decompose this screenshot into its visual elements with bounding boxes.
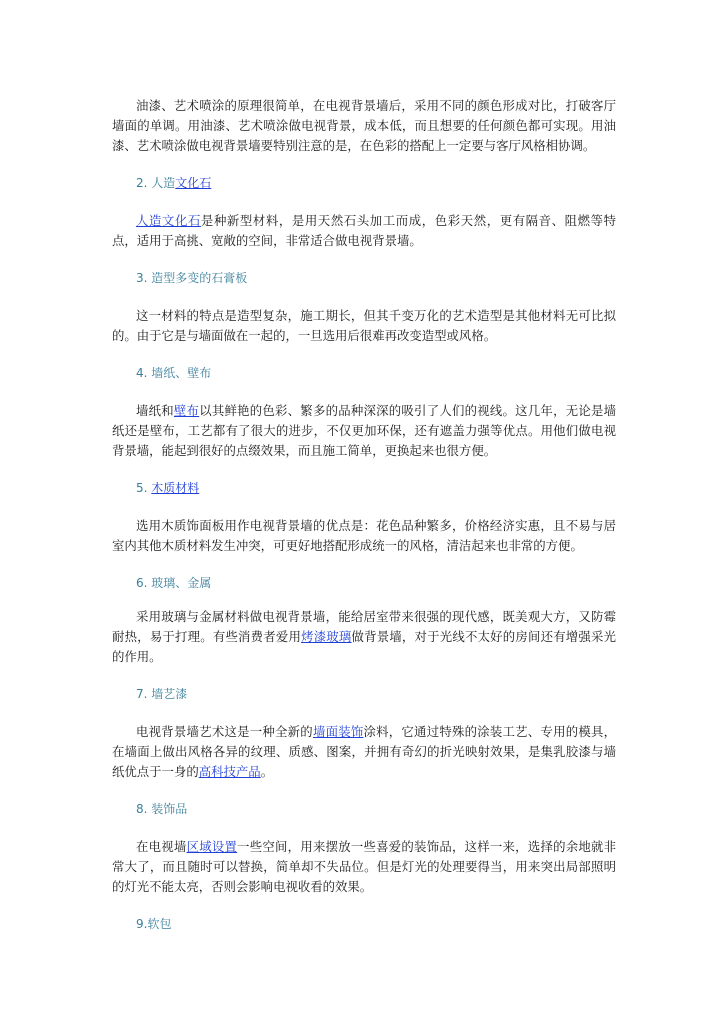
link-wood-material[interactable]: 木质材料 (151, 481, 200, 495)
paragraph-wood: 选用木质饰面板用作电视背景墙的优点是：花色品种繁多，价格经济实惠，且不易与居室内其他木质材料发生冲突，可更好地搭配形成统一的风格，清洁起来也非常的方便。 (112, 518, 616, 553)
paragraph-decorations (112, 837, 616, 897)
paragraph-text: 一些空间，用来摆放一些喜爱的装饰品，这样一来，选择的余地就非常大了，而且随时可以替换，简单却不失品位。但是灯光的处理要得当，用来突出局部照明的灯光不能太亮，否则会影响电视收看的效果。 (112, 839, 617, 894)
link-wall-decoration[interactable]: 墙面装饰 (312, 724, 364, 739)
paragraph-text: 以其鲜艳的色彩、繁多的品种深深的吸引了人们的视线。这几年，无论是墙纸还是壁布，工艺都有了很大的进步，不仅更加环保，还有遮盖力强等优点。用他们做电视背景墙，能起到很好的点缀效果，而且施工简单，更换起来也很方便。 (112, 403, 617, 458)
paragraph-text: 电视背景墙艺术这是一种全新的 (136, 724, 313, 739)
paragraph-paint: 油漆、艺术喷涂的原理很简单，在电视背景墙后，采用不同的颜色形成对比，打破客厅墙面的单调。用油漆、艺术喷涂做电视背景，成本低，而且想要的任何颜色都可实现。用油漆、艺术喷涂做电视背景墙要特别注意的是，在色彩的搭配上一定要与客厅风格相协调。 (112, 98, 616, 153)
link-artificial-cultured-stone[interactable]: 人造文化石 (136, 213, 201, 228)
paragraph-text: 涂料，它通过特殊的涂装工艺、专用的模具，在墙面上做出风格各异的纹理、质感、图案，并拥有奇幻的折光映射效果，是集乳胶漆与墙纸优点于一身的 (112, 724, 617, 779)
paragraph-glass-metal (112, 607, 616, 667)
heading-decorations: 8. 装饰品 (136, 802, 188, 816)
link-wall-cloth[interactable]: 壁布 (173, 403, 200, 418)
paragraph-text: 是种新型材料，是用天然石头加工而成，色彩天然，更有隔音、阻燃等特点，适用于高挑、宽敞的空间，非常适合做电视背景墙。 (112, 213, 617, 248)
heading-glass-metal: 6. 玻璃、金属 (136, 576, 212, 590)
link-high-tech-products[interactable]: 高科技产品 (198, 764, 261, 779)
paragraph-gypsum-board: 这一材料的特点是造型复杂，施工期长，但其千变万化的艺术造型是其他材料无可比拟的。由于它是与墙面做在一起的，一旦选用后很难再改变造型或风格。 (112, 308, 616, 343)
paragraph-cultured-stone (112, 211, 616, 251)
paragraph-text: 采用玻璃与金属材料做电视背景墙，能给居室带来很强的现代感，既美观大方，又防霉耐热，易于打理。有些消费者爱用 (112, 609, 616, 644)
heading-gypsum-board: 3. 造型多变的石膏板 (136, 271, 248, 285)
heading-wall-art-paint: 7. 墙艺漆 (136, 687, 188, 701)
paragraph-text: 在电视墙 (136, 839, 187, 854)
paragraph-text: 做背景墙，对于光线不太好的房间还有增强采光的作用。 (112, 629, 617, 664)
paragraph-wall-art-paint (112, 722, 616, 782)
paragraph-text: 。 (260, 764, 274, 779)
link-cultured-stone[interactable]: 文化石 (175, 176, 212, 190)
link-area-setting[interactable]: 区域设置 (186, 839, 238, 854)
heading-wood (112, 478, 616, 498)
heading-wallpaper: 4. 墙纸、壁布 (136, 366, 212, 380)
link-lacquered-glass[interactable]: 烤漆玻璃 (301, 629, 352, 644)
heading-number: 5. (136, 481, 152, 495)
paragraph-text: 墙纸和 (136, 403, 174, 418)
heading-soft-upholstery: 9.软包 (136, 917, 172, 931)
heading-cultured-stone (112, 173, 616, 193)
paragraph-wallpaper (112, 401, 616, 461)
heading-number: 2. 人造 (136, 176, 176, 190)
